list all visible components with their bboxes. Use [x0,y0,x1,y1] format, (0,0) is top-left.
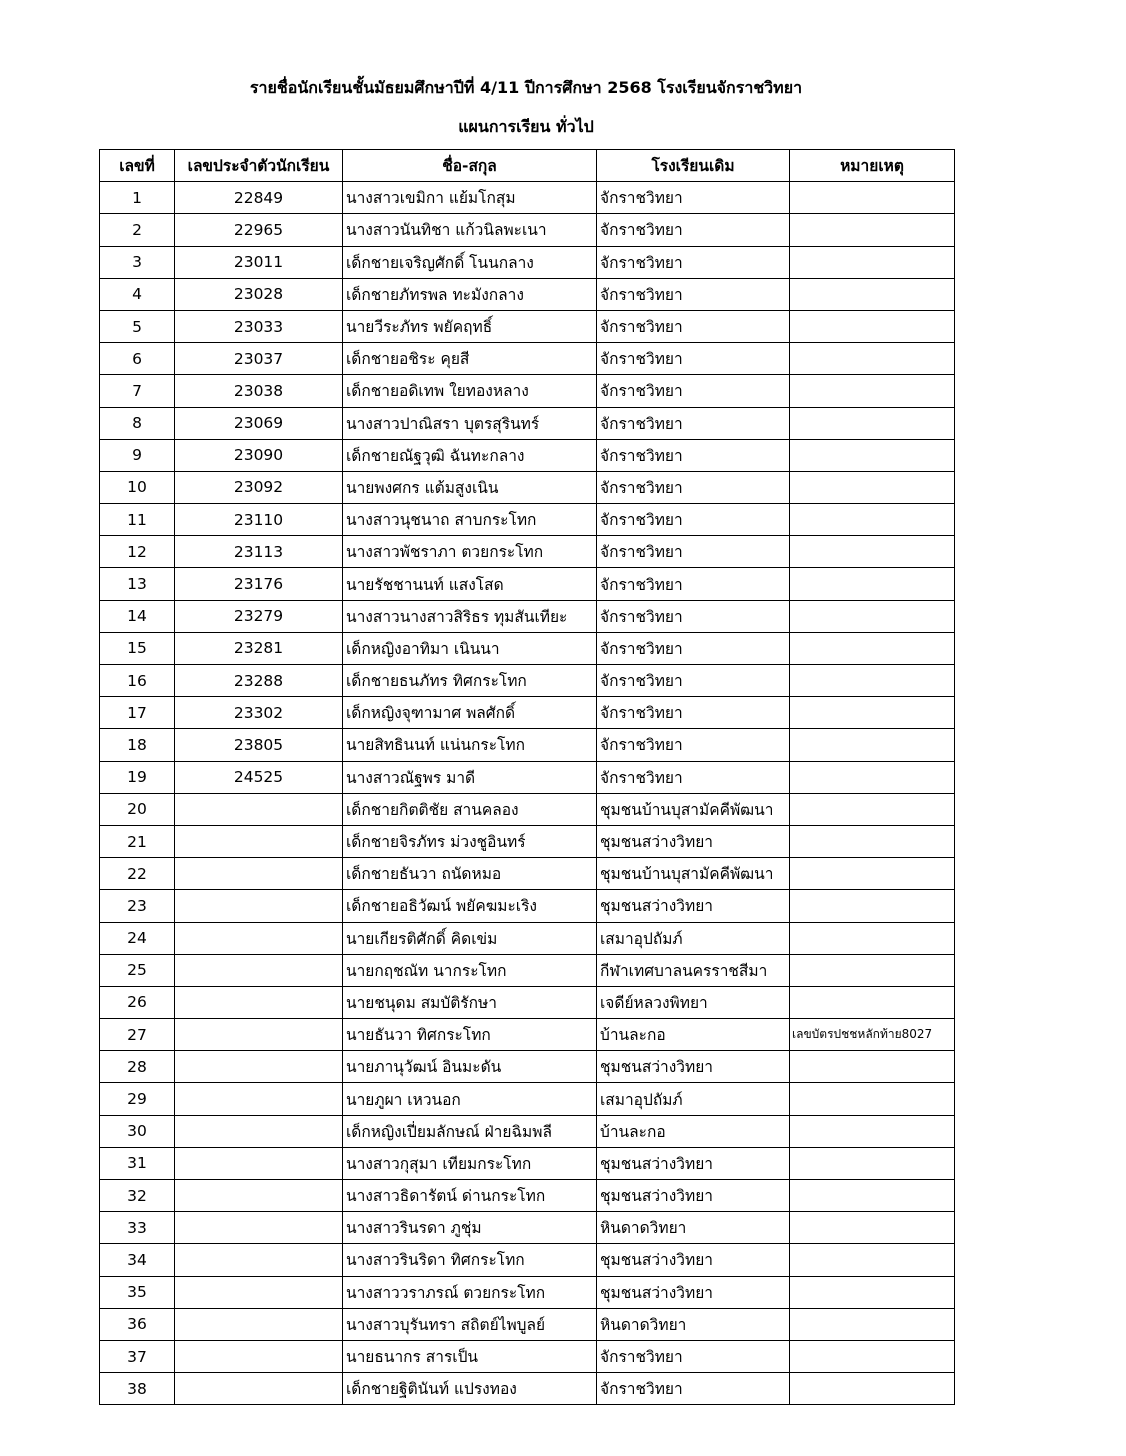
cell-student-id: 23037 [175,343,343,375]
cell-no: 32 [100,1180,175,1212]
cell-previous-school: เสมาอุปถัมภ์ [597,1083,790,1115]
cell-no: 26 [100,986,175,1018]
table-header-row [100,150,955,182]
column-header-student-id: เลขประจำตัวนักเรียน [175,150,343,182]
column-header-name: ชื่อ-สกุล [343,150,597,182]
table-row [100,1180,955,1212]
cell-previous-school: ชุมชนสว่างวิทยา [597,1276,790,1308]
cell-no: 33 [100,1212,175,1244]
cell-student-id [175,1019,343,1051]
cell-no: 13 [100,568,175,600]
cell-name: นายพงศกร แต้มสูงเนิน [343,471,597,503]
cell-previous-school: จักราชวิทยา [597,665,790,697]
cell-note [790,1373,955,1405]
table-row [100,1308,955,1340]
cell-note [790,922,955,954]
cell-no: 8 [100,407,175,439]
cell-name: นายภูผา เหวนอก [343,1083,597,1115]
cell-no: 19 [100,761,175,793]
cell-no: 20 [100,793,175,825]
cell-name: เด็กชายกิตติชัย สานคลอง [343,793,597,825]
table-row [100,1212,955,1244]
cell-note [790,439,955,471]
cell-name: นายวีระภัทร พยัคฤทธิ์ [343,310,597,342]
cell-previous-school: จักราชวิทยา [597,407,790,439]
cell-previous-school: จักราชวิทยา [597,310,790,342]
cell-note [790,761,955,793]
cell-no: 38 [100,1373,175,1405]
cell-student-id [175,1340,343,1372]
cell-previous-school: จักราชวิทยา [597,439,790,471]
cell-student-id [175,1180,343,1212]
table-row [100,825,955,857]
column-header-no: เลขที่ [100,150,175,182]
cell-note [790,1212,955,1244]
cell-name: นายชนุดม สมบัติรักษา [343,986,597,1018]
cell-previous-school: ชุมชนสว่างวิทยา [597,1180,790,1212]
table-row [100,1340,955,1372]
cell-name: เด็กหญิงจุฑามาศ พลศักดิ์ [343,697,597,729]
cell-name: เด็กชายเจริญศักดิ์ โนนกลาง [343,246,597,278]
cell-no: 23 [100,890,175,922]
cell-name: นางสาวรินรดา ภูชุ่ม [343,1212,597,1244]
cell-note [790,214,955,246]
cell-no: 21 [100,825,175,857]
cell-name: นางสาวณัฐพร มาดี [343,761,597,793]
table-row [100,504,955,536]
cell-name: นายสิทธินนท์ แน่นกระโทก [343,729,597,761]
cell-name: นางสาวธิดารัตน์ ด่านกระโทก [343,1180,597,1212]
table-row [100,600,955,632]
cell-student-id [175,1308,343,1340]
cell-previous-school: กีฬาเทศบาลนครราชสีมา [597,954,790,986]
table-row [100,536,955,568]
cell-name: เด็กหญิงอาทิมา เนินนา [343,632,597,664]
cell-previous-school: ชุมชนบ้านบุสามัคคีพัฒนา [597,793,790,825]
cell-student-id: 23281 [175,632,343,664]
cell-previous-school: ชุมชนบ้านบุสามัคคีพัฒนา [597,858,790,890]
cell-note [790,986,955,1018]
table-row [100,729,955,761]
cell-note [790,1340,955,1372]
cell-no: 9 [100,439,175,471]
table-row [100,954,955,986]
cell-student-id: 24525 [175,761,343,793]
cell-no: 29 [100,1083,175,1115]
cell-no: 11 [100,504,175,536]
cell-note [790,1115,955,1147]
cell-previous-school: จักราชวิทยา [597,214,790,246]
table-row [100,761,955,793]
cell-note [790,954,955,986]
table-row [100,246,955,278]
cell-note [790,697,955,729]
cell-no: 15 [100,632,175,664]
cell-previous-school: ชุมชนสว่างวิทยา [597,825,790,857]
table-row [100,793,955,825]
cell-previous-school: ชุมชนสว่างวิทยา [597,1244,790,1276]
cell-student-id: 23069 [175,407,343,439]
cell-name: นางสาววราภรณ์ ตวยกระโทก [343,1276,597,1308]
cell-no: 10 [100,471,175,503]
cell-name: นางสาวบุรันทรา สถิตย์ไพบูลย์ [343,1308,597,1340]
cell-previous-school: เจดีย์หลวงพิทยา [597,986,790,1018]
cell-name: เด็กชายอชิระ คุยสี [343,343,597,375]
cell-previous-school: จักราชวิทยา [597,1373,790,1405]
cell-previous-school: หินดาดวิทยา [597,1308,790,1340]
cell-previous-school: จักราชวิทยา [597,536,790,568]
table-row [100,568,955,600]
cell-previous-school: จักราชวิทยา [597,471,790,503]
cell-no: 25 [100,954,175,986]
cell-no: 7 [100,375,175,407]
table-row [100,471,955,503]
cell-student-id [175,1212,343,1244]
table-row [100,1276,955,1308]
cell-no: 31 [100,1147,175,1179]
cell-previous-school: จักราชวิทยา [597,375,790,407]
cell-student-id [175,890,343,922]
cell-name: นายธันวา ทิศกระโทก [343,1019,597,1051]
cell-name: เด็กชายภัทรพล ทะมังกลาง [343,278,597,310]
cell-previous-school: จักราชวิทยา [597,246,790,278]
cell-previous-school: จักราชวิทยา [597,600,790,632]
cell-name: นายกฤชณัท นากระโทก [343,954,597,986]
table-row [100,697,955,729]
cell-previous-school: จักราชวิทยา [597,568,790,600]
cell-note [790,182,955,214]
table-row [100,1051,955,1083]
cell-student-id: 23176 [175,568,343,600]
cell-no: 12 [100,536,175,568]
cell-previous-school: เสมาอุปถัมภ์ [597,922,790,954]
document-subtitle: แผนการเรียน ทั่วไป [458,117,594,136]
cell-previous-school: จักราชวิทยา [597,504,790,536]
cell-student-id [175,986,343,1018]
cell-note [790,246,955,278]
cell-student-id [175,954,343,986]
cell-note [790,504,955,536]
cell-name: นางสาวกุสุมา เทียมกระโทก [343,1147,597,1179]
document-title: รายชื่อนักเรียนชั้นมัธยมศึกษาปีที่ 4/11 ปีการศึกษา 2568 โรงเรียนจักราชวิทยา [249,78,803,97]
cell-no: 18 [100,729,175,761]
cell-note: เลขบัตรปชชหลักท้าย8027 [790,1019,955,1051]
cell-no: 22 [100,858,175,890]
cell-previous-school: จักราชวิทยา [597,182,790,214]
table-row [100,214,955,246]
cell-note [790,536,955,568]
cell-name: นายรัชชานนท์ แสงโสด [343,568,597,600]
cell-no: 14 [100,600,175,632]
cell-previous-school: จักราชวิทยา [597,278,790,310]
table-row [100,343,955,375]
cell-note [790,890,955,922]
cell-student-id: 23302 [175,697,343,729]
cell-student-id: 23110 [175,504,343,536]
cell-name: นางสาวนันทิชา แก้วนิลพะเนา [343,214,597,246]
cell-previous-school: จักราชวิทยา [597,343,790,375]
cell-student-id: 23279 [175,600,343,632]
cell-student-id: 23090 [175,439,343,471]
cell-no: 16 [100,665,175,697]
cell-previous-school: ชุมชนสว่างวิทยา [597,1147,790,1179]
table-row [100,439,955,471]
cell-previous-school: จักราชวิทยา [597,632,790,664]
cell-name: เด็กชายจิรภัทร ม่วงชูอินทร์ [343,825,597,857]
cell-no: 6 [100,343,175,375]
cell-no: 2 [100,214,175,246]
cell-note [790,793,955,825]
table-row [100,1373,955,1405]
table-row [100,1083,955,1115]
cell-note [790,665,955,697]
cell-student-id: 23028 [175,278,343,310]
cell-student-id: 22965 [175,214,343,246]
cell-name: เด็กชายณัฐวุฒิ ฉันทะกลาง [343,439,597,471]
cell-no: 4 [100,278,175,310]
cell-note [790,1180,955,1212]
cell-student-id: 22849 [175,182,343,214]
cell-name: นายธนากร สารเป็น [343,1340,597,1372]
cell-no: 17 [100,697,175,729]
cell-student-id [175,825,343,857]
cell-previous-school: ชุมชนสว่างวิทยา [597,1051,790,1083]
cell-note [790,1244,955,1276]
cell-no: 30 [100,1115,175,1147]
cell-no: 27 [100,1019,175,1051]
cell-name: เด็กชายอดิเทพ ใยทองหลาง [343,375,597,407]
cell-no: 28 [100,1051,175,1083]
cell-note [790,632,955,664]
cell-student-id: 23033 [175,310,343,342]
student-list-table [99,149,955,1405]
cell-note [790,407,955,439]
cell-name: นางสาวเขมิกา แย้มโกสุม [343,182,597,214]
cell-student-id [175,1115,343,1147]
table-row [100,1244,955,1276]
cell-previous-school: จักราชวิทยา [597,697,790,729]
cell-no: 5 [100,310,175,342]
table-row [100,986,955,1018]
cell-student-id: 23113 [175,536,343,568]
cell-student-id: 23805 [175,729,343,761]
cell-note [790,825,955,857]
cell-student-id [175,1373,343,1405]
cell-note [790,471,955,503]
table-row [100,1019,955,1051]
cell-no: 24 [100,922,175,954]
cell-no: 34 [100,1244,175,1276]
table-row [100,1115,955,1147]
cell-name: นายเกียรติศักดิ์ คิดเข่ม [343,922,597,954]
cell-name: นางสาวรินริดา ทิศกระโทก [343,1244,597,1276]
cell-student-id [175,1276,343,1308]
cell-student-id: 23092 [175,471,343,503]
cell-name: นางสาวปาณิสรา บุตรสุรินทร์ [343,407,597,439]
cell-no: 35 [100,1276,175,1308]
cell-previous-school: จักราชวิทยา [597,1340,790,1372]
cell-note [790,858,955,890]
cell-previous-school: หินดาดวิทยา [597,1212,790,1244]
column-header-note: หมายเหตุ [790,150,955,182]
cell-student-id [175,858,343,890]
cell-name: นางสาวนุชนาถ สาบกระโทก [343,504,597,536]
cell-previous-school: บ้านละกอ [597,1115,790,1147]
cell-note [790,310,955,342]
cell-note [790,1276,955,1308]
cell-name: เด็กชายธันวา ถนัดหมอ [343,858,597,890]
table-row [100,407,955,439]
table-row [100,890,955,922]
cell-student-id [175,1244,343,1276]
cell-no: 3 [100,246,175,278]
cell-student-id [175,1147,343,1179]
cell-no: 37 [100,1340,175,1372]
cell-no: 1 [100,182,175,214]
cell-name: เด็กชายธนภัทร ทิศกระโทก [343,665,597,697]
cell-previous-school: ชุมชนสว่างวิทยา [597,890,790,922]
cell-note [790,375,955,407]
cell-note [790,729,955,761]
cell-student-id: 23011 [175,246,343,278]
cell-name: นายภานุวัฒน์ อินมะดัน [343,1051,597,1083]
cell-no: 36 [100,1308,175,1340]
cell-note [790,278,955,310]
cell-name: นางสาวนางสาวสิริธร ทุมสันเทียะ [343,600,597,632]
cell-note [790,1083,955,1115]
table-row [100,182,955,214]
cell-previous-school: จักราชวิทยา [597,761,790,793]
cell-note [790,1147,955,1179]
cell-name: เด็กชายฐิตินันท์ แปรงทอง [343,1373,597,1405]
table-row [100,310,955,342]
cell-student-id: 23038 [175,375,343,407]
cell-student-id [175,1083,343,1115]
cell-name: เด็กหญิงเปี่ยมลักษณ์ ฝ่ายฉิมพลี [343,1115,597,1147]
cell-note [790,600,955,632]
table-row [100,665,955,697]
table-row [100,858,955,890]
table-row [100,1147,955,1179]
cell-previous-school: จักราชวิทยา [597,729,790,761]
cell-student-id: 23288 [175,665,343,697]
table-row [100,375,955,407]
cell-note [790,343,955,375]
table-row [100,922,955,954]
cell-note [790,1308,955,1340]
table-row [100,278,955,310]
cell-name: นางสาวพัชราภา ตวยกระโทก [343,536,597,568]
table-row [100,632,955,664]
cell-note [790,1051,955,1083]
cell-student-id [175,1051,343,1083]
cell-note [790,568,955,600]
cell-student-id [175,922,343,954]
column-header-previous-school: โรงเรียนเดิม [597,150,790,182]
cell-previous-school: บ้านละกอ [597,1019,790,1051]
cell-name: เด็กชายอธิวัฒน์ พยัคฆมะเริง [343,890,597,922]
cell-student-id [175,793,343,825]
